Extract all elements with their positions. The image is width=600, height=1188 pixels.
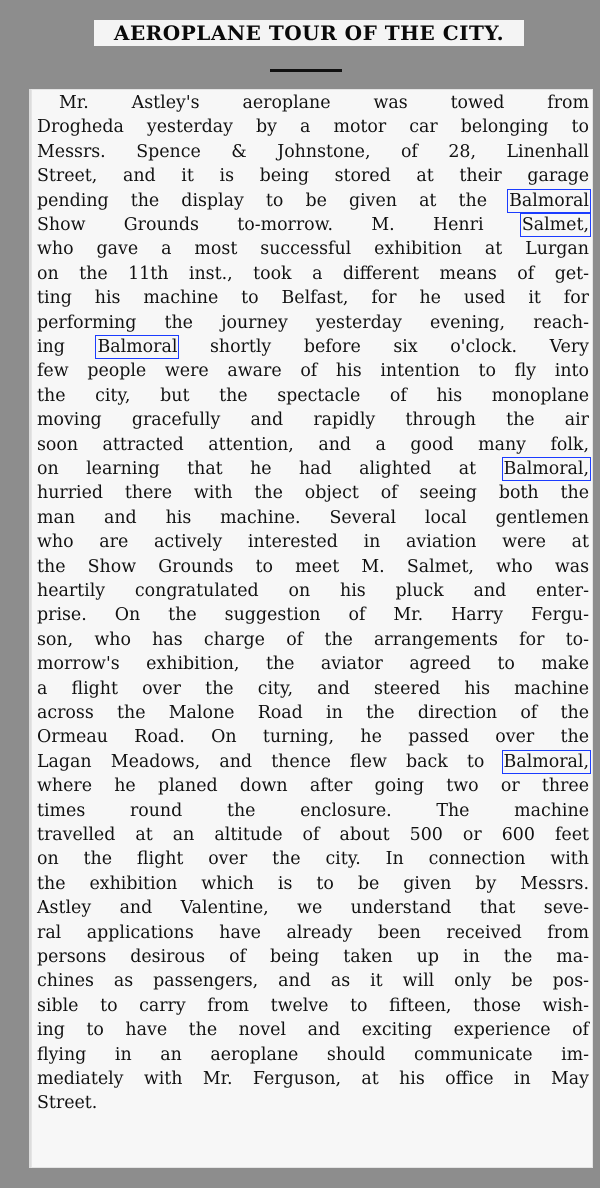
article-text: Mr. Astley's aeroplane was towed from xyxy=(59,93,589,113)
article-text: prise. On the suggestion of Mr. Harry Fergu- xyxy=(37,605,589,626)
article-line xyxy=(37,799,589,823)
article-text: persons desirous of being taken up in the ma- xyxy=(37,947,589,967)
article-text: mediately with Mr. Ferguson, at his office in May xyxy=(37,1069,589,1089)
article-line xyxy=(37,1043,589,1067)
article-line xyxy=(37,750,589,774)
article-text: Drogheda yesterday by a motor car belonging to xyxy=(37,117,589,138)
article-line xyxy=(37,896,589,920)
article-line xyxy=(37,774,589,798)
article-line xyxy=(37,701,589,725)
masthead-area xyxy=(0,0,600,88)
article-line xyxy=(37,579,589,603)
article-line xyxy=(37,164,589,188)
article-line xyxy=(37,213,589,237)
article-line xyxy=(37,408,589,432)
article-text: Street. xyxy=(37,1093,98,1114)
article-line xyxy=(37,1067,589,1091)
article-line xyxy=(37,91,589,115)
article-line xyxy=(37,921,589,945)
article-text: ting his machine to Belfast, for he used it for xyxy=(37,288,589,309)
article-text: Astley and Valentine, we understand that seve- xyxy=(37,898,589,919)
article-line xyxy=(37,433,589,457)
article-text: ing to have the novel and exciting experience of xyxy=(37,1020,589,1041)
article-text: pending the display to be given at the xyxy=(37,190,510,211)
article-text: soon attracted attention, and a good many folk, xyxy=(37,434,589,455)
article-line xyxy=(37,140,589,164)
article-text: moving gracefully and rapidly through the air xyxy=(37,410,589,431)
article-line xyxy=(37,237,589,261)
article-line xyxy=(37,603,589,627)
article-line xyxy=(37,945,589,969)
article-text: who gave a most successful exhibition at Lurgan xyxy=(37,239,589,260)
article-text: the Show Grounds to meet M. Salmet, who was xyxy=(37,556,589,577)
article-text: on learning that he had alighted at xyxy=(37,459,504,479)
article-line xyxy=(37,969,589,993)
article-text: Lagan Meadows, and thence flew back to xyxy=(37,751,504,772)
headline-divider xyxy=(270,69,342,72)
article-text: Show Grounds to-morrow. M. Henri xyxy=(37,215,522,235)
article-text: performing the journey yesterday evening, reach- xyxy=(37,312,589,333)
article-text: who are actively interested in aviation were at xyxy=(37,532,589,553)
article-line xyxy=(37,335,589,359)
search-highlight: Balmoral, xyxy=(503,751,589,772)
article-text: man and his machine. Several local gentlemen xyxy=(37,507,589,528)
article-line xyxy=(37,311,589,335)
article-line xyxy=(37,994,589,1018)
article-line xyxy=(37,823,589,847)
article-line xyxy=(37,359,589,383)
article-text: ral applications have already been received from xyxy=(37,922,589,943)
article-line xyxy=(37,286,589,310)
article-line xyxy=(37,262,589,286)
article-line xyxy=(37,457,589,481)
article-line xyxy=(37,115,589,139)
article-text: chines as passengers, and as it will only be pos- xyxy=(37,971,589,992)
article-line xyxy=(37,530,589,554)
article-text: hurried there with the object of seeing both the xyxy=(37,483,589,504)
article-text: few people were aware of his intention to fly into xyxy=(37,361,589,382)
article-text: Ormeau Road. On turning, he passed over the xyxy=(37,727,589,748)
article-text: Messrs. Spence & Johnstone, of 28, Linenhall xyxy=(37,141,589,162)
article-line xyxy=(37,1091,589,1115)
headline: AEROPLANE TOUR OF THE CITY. xyxy=(94,20,524,46)
article-line xyxy=(37,652,589,676)
article-line xyxy=(37,1018,589,1042)
article-text: heartily congratulated on his pluck and enter- xyxy=(37,581,589,601)
article-text: times round the enclosure. The machine xyxy=(37,800,589,821)
article-text: the city, but the spectacle of his monoplane xyxy=(37,385,589,406)
article-text: a flight over the city, and steered his machine xyxy=(37,678,589,699)
article-text: the exhibition which is to be given by Messrs. xyxy=(37,873,589,894)
article-text: on the 11th inst., took a different means of get- xyxy=(37,263,589,284)
article-text: flying in an aeroplane should communicate im- xyxy=(37,1044,589,1065)
article-text: morrow's exhibition, the aviator agreed to make xyxy=(37,654,589,675)
article-text: where he planed down after going two or three xyxy=(37,776,589,797)
article-text: Street, and it is being stored at their garage xyxy=(37,166,589,187)
article-text: sible to carry from twelve to fifteen, those wish- xyxy=(37,995,589,1016)
article-line xyxy=(37,872,589,896)
article-line xyxy=(37,847,589,871)
article-text: travelled at an altitude of about 500 or 600 feet xyxy=(37,825,589,845)
article-line xyxy=(37,555,589,579)
article-line xyxy=(37,506,589,530)
article-line xyxy=(37,481,589,505)
article-body xyxy=(29,89,593,1168)
search-highlight: Balmoral xyxy=(509,190,589,211)
article-line xyxy=(37,628,589,652)
article-text: on the flight over the city. In connection with xyxy=(37,849,589,870)
article-text: ing xyxy=(37,337,98,357)
article-text: across the Malone Road in the direction of the xyxy=(37,703,589,723)
article-text: shortly before six o'clock. Very xyxy=(177,337,589,357)
search-highlight: Balmoral xyxy=(97,337,178,357)
article-line xyxy=(37,384,589,408)
article-line xyxy=(37,725,589,749)
article-text: son, who has charge of the arrangements for to- xyxy=(37,629,589,650)
search-highlight: Salmet, xyxy=(521,215,589,235)
search-highlight: Balmoral, xyxy=(503,459,589,479)
article-line xyxy=(37,189,589,213)
article-line xyxy=(37,677,589,701)
